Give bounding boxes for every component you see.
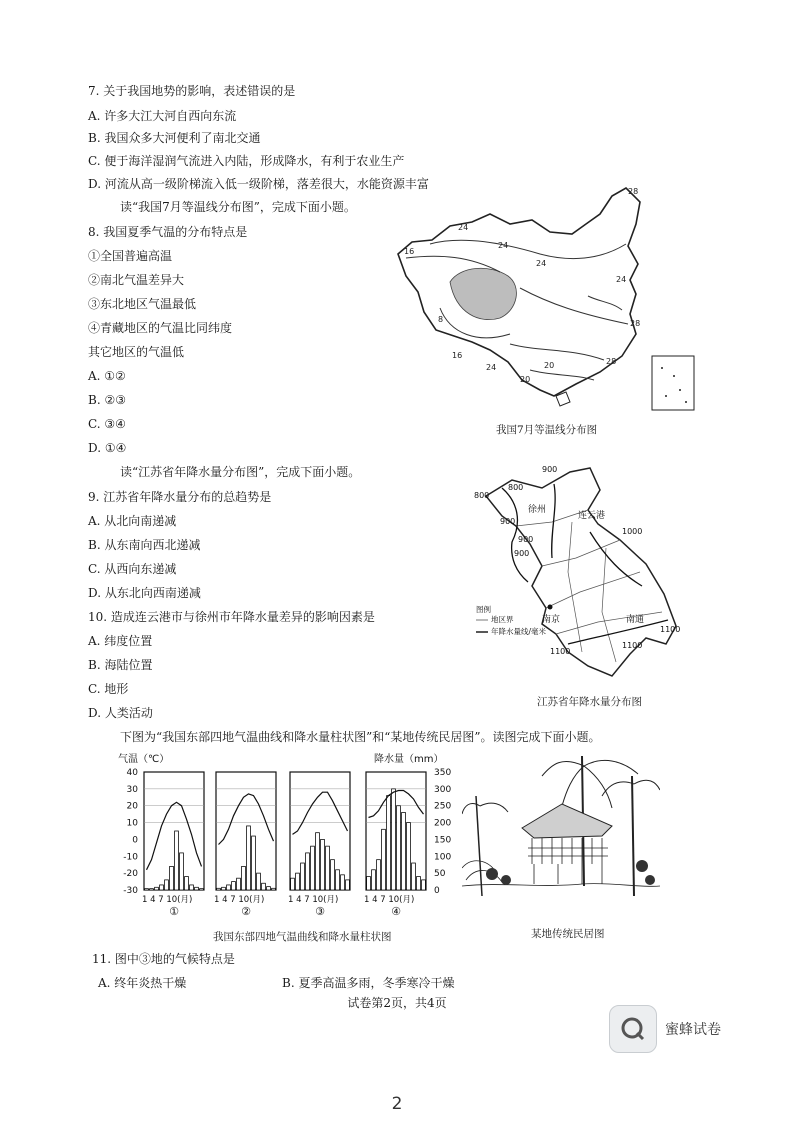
precipitation-bar (185, 877, 189, 890)
isohyet-label: 900 (500, 517, 516, 526)
traditional-house-illustration (462, 756, 660, 906)
isohyet-label: 800 (474, 491, 490, 500)
watermark-logo-icon (609, 1005, 657, 1053)
q9-stem: 9. 江苏省年降水量分布的总趋势是 (88, 490, 272, 504)
precipitation-bar (150, 889, 154, 890)
temperature-tick: 10 (126, 818, 138, 829)
temperature-tick: -10 (123, 852, 138, 863)
q7-option-a: A. 许多大江大河自西向东流 (88, 109, 237, 123)
page-number: 2 (391, 1094, 403, 1114)
q10-option-b: B. 海陆位置 (88, 658, 153, 672)
precipitation-tick: 100 (434, 852, 452, 863)
jiangsu-precipitation-map (472, 462, 684, 688)
panel-frame (216, 772, 276, 890)
q10-stem: 10. 造成连云港市与徐州市年降水量差异的影响因素是 (88, 610, 375, 624)
precipitation-bar (417, 877, 421, 890)
q11-option-a: A. 终年炎热干燥 (98, 976, 187, 990)
isotherm-label: 8 (438, 315, 444, 324)
climate-panel (214, 772, 276, 918)
precipitation-bar (227, 885, 231, 890)
temperature-tick: 0 (132, 835, 138, 846)
legend-title: 图例 (476, 605, 491, 614)
precipitation-bar (341, 875, 345, 890)
q10-option-a: A. 纬度位置 (88, 634, 153, 648)
isohyet-label: 900 (514, 549, 530, 558)
precipitation-bar (232, 882, 236, 890)
q7-option-b: B. 我国众多大河便利了南北交通 (88, 131, 261, 145)
precipitation-bar (382, 829, 386, 890)
city-nanjing: 南京 (542, 615, 561, 625)
q8-option-c: C. ③④ (88, 417, 126, 431)
page-footer: 试卷第2页，共4页 (347, 996, 447, 1010)
precipitation-bar (200, 889, 204, 890)
climate-panel (364, 772, 426, 918)
panel-frame (290, 772, 350, 890)
q8-item-2: ②南北气温差异大 (88, 273, 185, 287)
precipitation-bar (217, 888, 221, 890)
precipitation-tick: 0 (434, 886, 440, 896)
precipitation-bar (160, 885, 164, 890)
temperature-tick: -20 (123, 869, 138, 880)
temperature-curve (219, 794, 274, 845)
temperature-curve (147, 802, 202, 870)
q7-option-c: C. 便于海洋湿润气流进入内陆，形成降水，有利于农业生产 (88, 154, 405, 168)
q8-option-a: A. ①② (88, 369, 126, 383)
precipitation-bar (306, 853, 310, 890)
temperature-tick: 20 (126, 801, 138, 812)
precipitation-axis-label: 降水量（mm） (374, 754, 444, 765)
precipitation-bar (180, 853, 184, 890)
precipitation-bar (367, 877, 371, 890)
precipitation-bar (195, 887, 199, 890)
city-nantong: 南通 (626, 615, 645, 625)
precipitation-bar (402, 812, 406, 890)
precipitation-bar (377, 860, 381, 890)
city-lianyungang: 连云港 (578, 511, 606, 521)
precipitation-bar (331, 860, 335, 890)
temperature-tick: -30 (123, 886, 138, 896)
q9-option-d: D. 从东北向西南递减 (88, 586, 201, 600)
precipitation-bar (237, 878, 241, 890)
jiangsu-map-caption: 江苏省年降水量分布图 (537, 696, 642, 708)
china-map-caption: 我国7月等温线分布图 (496, 424, 598, 436)
precipitation-bar (301, 863, 305, 890)
legend-boundary: 地区界 (491, 615, 514, 624)
climate-panel (142, 772, 204, 918)
isohyet-label: 900 (542, 465, 558, 474)
precipitation-bar (336, 870, 340, 890)
isotherm-label: 16 (404, 247, 415, 256)
precipitation-bar (316, 833, 320, 890)
jiangsu-legend (476, 604, 547, 636)
precipitation-bar (145, 889, 149, 890)
isohyet-label: 1100 (660, 625, 681, 634)
precipitation-tick: 250 (434, 801, 452, 812)
isohyet-label: 900 (518, 535, 534, 544)
city-xuzhou: 徐州 (528, 505, 547, 515)
precipitation-bar (242, 866, 246, 890)
intro-jiangsu-map: 读“江苏省年降水量分布图”，完成下面小题。 (120, 465, 361, 479)
precipitation-bar (397, 806, 401, 890)
isotherm-label: 24 (486, 363, 497, 372)
precipitation-bar (252, 836, 256, 890)
panel-label: ① (169, 905, 179, 918)
panel-label: ④ (391, 905, 401, 918)
precipitation-bar (272, 888, 276, 890)
isohyet-label: 1100 (550, 647, 571, 656)
q10-option-d: D. 人类活动 (88, 706, 153, 720)
precipitation-bar (326, 846, 330, 890)
precipitation-bar (407, 823, 411, 890)
precipitation-bar (372, 870, 376, 890)
isotherm-label: 24 (498, 241, 509, 250)
isotherm-label: 24 (458, 223, 469, 232)
month-ticks: 1 4 7 10(月) (364, 895, 415, 905)
q9-option-a: A. 从北向南递减 (88, 514, 177, 528)
temperature-axis-label: 气温（℃） (118, 754, 170, 765)
south-sea-inset (652, 356, 694, 410)
house-caption: 某地传统民居图 (531, 928, 605, 940)
precipitation-tick: 150 (434, 835, 452, 846)
precipitation-bar (247, 826, 251, 890)
precipitation-bar (422, 880, 426, 890)
isohyet-label: 1000 (622, 527, 643, 536)
isohyet-label: 1100 (622, 641, 643, 650)
q8-stem: 8. 我国夏季气温的分布特点是 (88, 225, 248, 239)
temperature-curve (369, 791, 424, 818)
q10-option-c: C. 地形 (88, 682, 129, 696)
precipitation-bar (392, 789, 396, 890)
isotherm-label: 20 (520, 375, 531, 384)
intro-climate-charts: 下图为“我国东部四地气温曲线和降水量柱状图”和“某地传统民居图”。读图完成下面小题。 (120, 730, 601, 744)
temperature-tick: 40 (126, 768, 138, 778)
month-ticks: 1 4 7 10(月) (214, 895, 265, 905)
month-ticks: 1 4 7 10(月) (288, 895, 339, 905)
q8-item-1: ①全国普遍高温 (88, 249, 173, 263)
climate-panel (288, 772, 350, 918)
q9-option-c: C. 从西向东递减 (88, 562, 177, 576)
precipitation-bar (262, 883, 266, 890)
isotherm-label: 20 (544, 361, 555, 370)
precipitation-bar (222, 887, 226, 890)
precipitation-bar (387, 796, 391, 890)
isotherm-label: 16 (452, 351, 463, 360)
month-ticks: 1 4 7 10(月) (142, 895, 193, 905)
q8-option-d: D. ①④ (88, 441, 127, 455)
precipitation-bar (412, 863, 416, 890)
precipitation-bar (257, 873, 261, 890)
panel-frame (144, 772, 204, 890)
q8-item-3: ③东北地区气温最低 (88, 297, 197, 311)
precipitation-tick: 350 (434, 768, 452, 778)
isotherm-label: 24 (616, 275, 627, 284)
legend-isohyet: 年降水量线/毫米 (491, 627, 547, 636)
china-outline (398, 188, 640, 396)
precipitation-bar (296, 873, 300, 890)
china-isotherm-map (390, 184, 702, 416)
precipitation-bar (175, 831, 179, 890)
q7-stem: 7. 关于我国地势的影响，表述错误的是 (88, 84, 296, 98)
q7-option-d: D. 河流从高一级阶梯流入低一级阶梯，落差很大，水能资源丰富 (88, 177, 429, 191)
isotherm-label: 28 (630, 319, 641, 328)
precipitation-bar (311, 846, 315, 890)
watermark (609, 1005, 721, 1053)
temperature-curve (293, 792, 348, 834)
q9-option-b: B. 从东南向西北递减 (88, 538, 201, 552)
precipitation-tick: 200 (434, 818, 452, 829)
precipitation-bar (346, 880, 350, 890)
isotherm-label: 24 (536, 259, 547, 268)
precipitation-bar (170, 866, 174, 890)
temperature-tick: 30 (126, 784, 138, 795)
isohyet-label: 800 (508, 483, 524, 492)
precipitation-bar (267, 887, 271, 890)
panel-label: ② (241, 905, 251, 918)
isotherm-label: 28 (606, 357, 617, 366)
precipitation-tick: 50 (434, 869, 446, 880)
panel-label: ③ (315, 905, 325, 918)
precipitation-tick: 300 (434, 784, 452, 795)
q8-item-4: ④青藏地区的气温比同纬度 (88, 321, 233, 335)
isotherm-label: 28 (628, 187, 639, 196)
watermark-text: 蜜蜂试卷 (665, 1022, 721, 1038)
q8-option-b: B. ②③ (88, 393, 126, 407)
q8-item-4-cont: 其它地区的气温低 (88, 345, 185, 359)
precipitation-bar (165, 880, 169, 890)
climate-charts (112, 748, 462, 922)
precipitation-bar (190, 885, 194, 890)
q11-option-b: B. 夏季高温多雨，冬季寒冷干燥 (282, 976, 455, 990)
q11-stem: 11. 图中③地的气候特点是 (92, 952, 235, 966)
intro-china-map: 读“我国7月等温线分布图”，完成下面小题。 (120, 200, 356, 214)
climate-charts-caption: 我国东部四地气温曲线和降水量柱状图 (213, 931, 392, 943)
precipitation-bar (291, 878, 295, 890)
precipitation-bar (155, 887, 159, 890)
precipitation-bar (321, 839, 325, 890)
